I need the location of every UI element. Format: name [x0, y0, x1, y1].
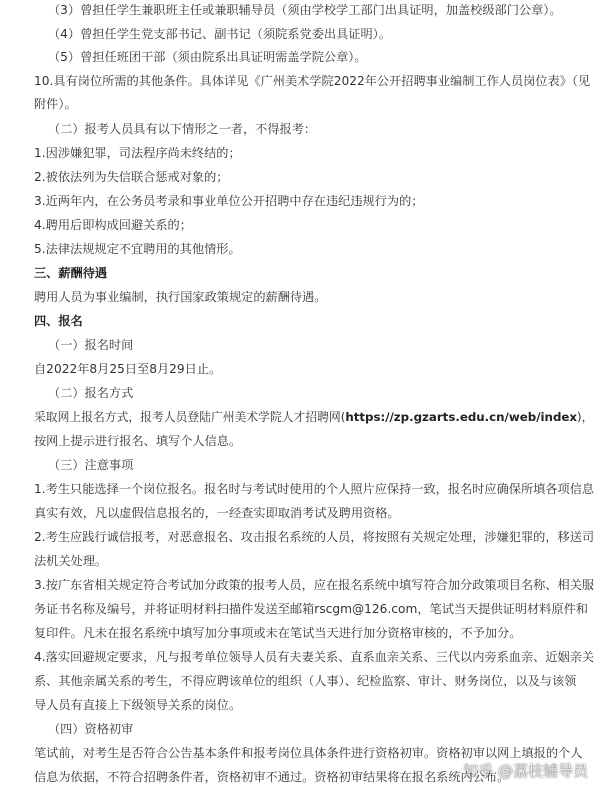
text-line: 1.因涉嫌犯罪，司法程序尚未终结的；	[34, 146, 241, 160]
registration-url-line: 采取网上报名方式，报考人员登陆广州美术学院人才招聘网(https://zp.gzarts.edu.cn/web/index)，	[34, 410, 594, 424]
text-line: 笔试前，对考生是否符合公告基本条件和报考岗位具体条件进行资格初审。资格初审以网上填报的个人	[34, 746, 583, 760]
subheading: （二）报名方式	[48, 386, 134, 400]
section-heading: 三、薪酬待遇	[34, 266, 108, 280]
text-line: 聘用人员为事业编制，执行国家政策规定的薪酬待遇。	[34, 290, 327, 304]
zhihu-watermark: 知乎 @荔枝辅导员	[463, 762, 588, 780]
text-line: （4）曾担任学生党支部书记、副书记（须院系党委出具证明）。	[48, 27, 391, 41]
registration-url-link[interactable]: https://zp.gzarts.edu.cn/web/index	[345, 410, 578, 424]
subheading: （三）注意事项	[48, 458, 134, 472]
text-line: 法机关处理。	[34, 554, 108, 568]
text-line: 导人员有直接上下级领导关系的岗位。	[34, 698, 242, 712]
subheading: （一）报名时间	[48, 338, 134, 352]
text-line: 复印件。凡未在报名系统中填写加分事项或未在笔试当天进行加分资格审核的，不予加分。	[34, 626, 522, 640]
text-line: 系、其他亲属关系的考生，不得应聘该单位的组织（人事）、纪检监察、审计、财务岗位，以及与该领	[34, 674, 577, 688]
text-line: 附件）。	[34, 97, 77, 111]
text-line: 10.具有岗位所需的其他条件。具体详见《广州美术学院2022年公开招聘事业编制工作人员岗位表》（见	[34, 74, 591, 88]
text-line: 1.考生只能选择一个岗位报名。报名时与考试时使用的个人照片应保持一致，报名时应确保所填各项信息	[34, 482, 595, 496]
text-line: 5.法律法规规定不宜聘用的其他情形。	[34, 242, 241, 256]
text-line: 务证书名称及编号，并将证明材料扫描件发送至邮箱rscgm@126.com，笔试当天提供证明材料原件和	[34, 602, 588, 616]
text-line: 3.按广东省相关规定符合考试加分政策的报考人员，应在报名系统中填写符合加分政策项目名称、相关服	[34, 578, 595, 592]
text-line: （5）曾担任班团干部（须由院系出具证明需盖学院公章）。	[48, 50, 367, 64]
text-line: 2.被依法列为失信联合惩戒对象的；	[34, 170, 229, 184]
text-line: 3.近两年内，在公务员考录和事业单位公开招聘中存在违纪违规行为的；	[34, 194, 424, 208]
text-line: 4.聘用后即构成回避关系的；	[34, 218, 192, 232]
text-line: 2.考生应践行诚信报考，对恶意报名、攻击报名系统的人员，将按照有关规定处理，涉嫌犯罪的，移送司	[34, 530, 595, 544]
subheading: （二）报考人员具有以下情形之一者，不得报考：	[48, 122, 317, 136]
text-line: 4.落实回避规定要求，凡与报考单位领导人员有夫妻关系、直系血亲关系、三代以内旁系血亲、近姻亲关	[34, 650, 595, 664]
text-line: 按网上提示进行报名、填写个人信息。	[34, 434, 242, 448]
text-line: （3）曾担任学生兼职班主任或兼职辅导员（须由学校学工部门出具证明，加盖校级部门公章）。	[48, 3, 562, 17]
section-heading: 四、报名	[34, 314, 83, 328]
text-line: 信息为依据，不符合招聘条件者，资格初审不通过。资格初审结果将在报名系统内公布。	[34, 770, 510, 784]
subheading: （四）资格初审	[48, 722, 134, 736]
text-line: 自2022年8月25日至8月29日止。	[34, 362, 222, 376]
text-line: 真实有效，凡以虚假信息报名的，一经查实即取消考试及聘用资格。	[34, 506, 400, 520]
